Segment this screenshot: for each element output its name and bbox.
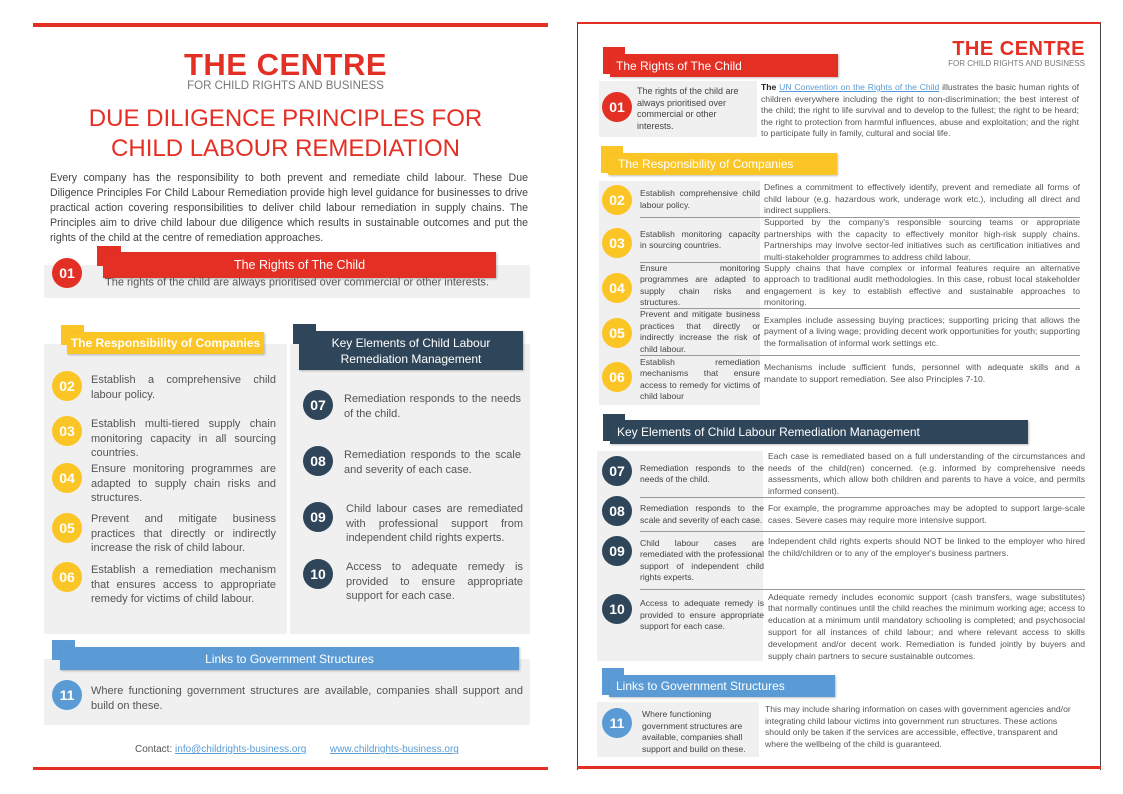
principle-row: [600, 451, 1085, 497]
principle-row: [600, 532, 1085, 589]
number-badge: 03: [52, 416, 82, 446]
principle-short: Prevent and mitigate business practices that directly or indirectly increase the risk of child labour.: [640, 309, 760, 354]
number-badge: 07: [303, 390, 333, 420]
key-elements-header: [299, 331, 523, 370]
principle-detail: For example, the programme approaches may be adopted to support large-scale cases. Severe cases may require more intensive support.: [768, 503, 1085, 525]
number-badge: 08: [602, 496, 632, 526]
detail-prefix: The: [761, 82, 777, 92]
principle-text: Where functioning government structures are available, companies shall support and build on these.: [91, 685, 523, 712]
un-convention-link[interactable]: UN Convention on the Rights of the Child: [779, 82, 940, 92]
number-badge: 04: [52, 463, 82, 493]
principle-detail: [761, 82, 1079, 140]
principle-text: Ensure monitoring programmes are adapted to supply chain risks and structures.: [91, 463, 276, 504]
number-badge: 11: [52, 680, 82, 710]
responsibility-header: The Responsibility of Companies: [608, 153, 837, 175]
links-header: Links to Government Structures: [60, 647, 519, 670]
number-badge: 02: [52, 371, 82, 401]
title-line: CHILD LABOUR REMEDIATION: [111, 135, 460, 162]
principle-short: Ensure monitoring programmes are adapted to supply chain risks and structures.: [640, 262, 760, 307]
number-badge: 06: [602, 362, 632, 392]
contact-line: [135, 744, 459, 755]
number-badge: 05: [602, 318, 632, 348]
number-badge: 04: [602, 273, 632, 303]
rights-header: The Rights of The Child: [610, 54, 838, 77]
number-badge: 10: [303, 559, 333, 589]
principle-text: Establish multi-tiered supply chain monitoring capacity in all sourcing countries.: [91, 418, 276, 459]
principle-row: [600, 498, 1085, 531]
principle-row: [600, 356, 1080, 403]
logo: [33, 47, 538, 93]
principle-detail: Examples include assessing buying practices; supporting pricing that allows the payment of a living wage; providing decent work opportunities for youth; supporting the formalisation of informal work settings etc.: [764, 314, 1080, 348]
number-badge: 08: [303, 446, 333, 476]
website-link[interactable]: www.childrights-business.org: [329, 744, 459, 755]
principle-short: The rights of the child are always prioritised over commercial or other interests.: [637, 86, 739, 131]
principle-detail: Supply chains that have complex or informal features require an alternative approach to traditional audit methodologies. In this case, robust local stakeholder engagement is key to establish effective and sustainable approaches to monitoring.: [764, 262, 1080, 307]
number-badge: 11: [602, 708, 632, 738]
principle-text: Establish a remediation mechanism that ensures access to appropriate remedy for victims of child labour.: [91, 564, 276, 605]
title-line: DUE DILIGENCE PRINCIPLES FOR: [88, 105, 483, 132]
principle-detail: Defines a commitment to effectively identify, prevent and remediate all forms of child labour (e.g. hazardous work, underage work etc.), including all direct and indirect suppliers.: [764, 182, 1080, 216]
principle-detail: Each case is remediated based on a full understanding of the circumstances and needs of the child(ren) concerned. (e.g. informed by comprehensive needs assessments, which allow both children and parents to have a voice, and permits informed consent).: [768, 451, 1085, 496]
header-line: Remediation Management: [340, 351, 482, 366]
principle-row: [600, 593, 1085, 661]
principle-detail: Independent child rights experts should NOT be linked to the employer who hired the child/children or to any of the employer's business partners.: [768, 536, 1085, 558]
number-badge: 10: [602, 594, 632, 624]
logo-subtitle: FOR CHILD RIGHTS AND BUSINESS: [187, 80, 384, 92]
header-line: Key Elements of Child Labour: [331, 335, 491, 350]
principle-short: Remediation responds to the scale and severity of each case.: [640, 503, 764, 525]
number-badge: 07: [602, 456, 632, 486]
bottom-rule: [33, 767, 548, 770]
logo-title: THE CENTRE: [952, 38, 1085, 60]
contact-label: Contact:: [135, 744, 173, 755]
principle-short: Access to adequate remedy is provided to ensure appropriate support for each case.: [640, 598, 764, 631]
bottom-rule: [577, 766, 1101, 769]
key-elements-header: Key Elements of Child Labour Remediation Management: [610, 420, 1028, 444]
page-title: [33, 104, 538, 164]
principle-text: Child labour cases are remediated with professional support from independent child rights experts.: [346, 503, 523, 544]
principle-short: Establish remediation mechanisms that ensure access to remedy for victims of child labour: [640, 356, 760, 401]
email-link[interactable]: info@childrights-business.org: [175, 744, 307, 755]
number-badge: 03: [602, 228, 632, 258]
principle-text: The rights of the child are always prioritised over commercial or other interests.: [105, 276, 489, 289]
number-badge: 01: [52, 258, 82, 288]
number-badge: 09: [602, 536, 632, 566]
number-badge: 06: [52, 562, 82, 592]
principle-detail: Adequate remedy includes economic support (cash transfers, wage substitutes) that normally continues until the child reaches the minimum working age; access to education at a minimum until mandatory schooling is completed; and psychosocial support for all instances of child labour; and where relevant access to skills development and/or decent work. Remediation is funded jointly by buyers and supply chain partners to secure sustainable outcomes.: [768, 591, 1085, 661]
principle-row: [600, 263, 1080, 308]
principle-text: Remediation responds to the needs of the child.: [344, 393, 521, 420]
principle-row: [600, 182, 1080, 217]
principle-row: [600, 309, 1080, 355]
responsibility-header: The Responsibility of Companies: [67, 332, 264, 354]
logo: [920, 39, 1085, 69]
principle-detail: This may include sharing information on cases with government agencies and/or integrating child labour victims into government run structures. These actions should only be taken if the services are accessible, effective, transparent and where the wellbeing of the child is guaranteed.: [765, 704, 1071, 749]
number-badge: 01: [602, 92, 632, 122]
top-rule: [33, 23, 548, 27]
intro-paragraph: Every company has the responsibility to both prevent and remediate child labour. These Due Diligence Principles For Child Labour Remediation provide high level guidance for businesses to drive practical action covering responsibilities to deliver child labour remediation in supply chains. The Principles aim to drive child labour due diligence which results in sustainable outcomes and put the rights of the child at the centre of remediation approaches.: [50, 172, 528, 244]
principle-text: Access to adequate remedy is provided to ensure appropriate support for each case.: [346, 561, 523, 602]
number-badge: 05: [52, 513, 82, 543]
principle-text: Prevent and mitigate business practices that directly or indirectly increase the risk of child labour.: [91, 513, 276, 554]
principle-short: Child labour cases are remediated with the professional support of independent child rights experts.: [640, 537, 764, 582]
principle-row: [600, 218, 1080, 262]
logo-subtitle: FOR CHILD RIGHTS AND BUSINESS: [948, 59, 1085, 68]
principle-short: Where functioning government structures are available, companies shall support and build on these.: [642, 709, 746, 754]
number-badge: 02: [602, 185, 632, 215]
links-header: Links to Government Structures: [609, 675, 835, 697]
rights-header: The Rights of The Child: [103, 252, 496, 278]
principle-detail: Supported by the company's responsible sourcing teams or appropriate partnerships with the capacity to effectively monitor high-risk supply chains. Partnerships may involve sector-led initiatives such as certification initiatives and multi-stakeholder programmes to address child labour.: [764, 217, 1080, 262]
principle-text: Remediation responds to the scale and severity of each case.: [344, 449, 521, 476]
principle-short: Establish monitoring capacity in sourcing countries.: [640, 228, 760, 250]
number-badge: 09: [303, 502, 333, 532]
principle-detail: Mechanisms include sufficient funds, personnel with adequate skills and a mandate to support remediation. See also Principles 7-10.: [764, 362, 1080, 384]
row-divider: [640, 589, 1085, 590]
detail-text: illustrates the basic human rights of children everywhere including the right to non-discrimination; the best interest of the child; the right to life survival and to develop to the fullest; the right to be heard; the right to protection from harmful influences, abuse and exploitation; and the right to participate fully in family, cultural and social life.: [761, 82, 1080, 138]
principle-short: Establish comprehensive child labour policy.: [640, 188, 760, 210]
principle-text: Establish a comprehensive child labour policy.: [91, 374, 276, 401]
principle-short: Remediation responds to the needs of the child.: [640, 462, 764, 484]
logo-title: THE CENTRE: [183, 47, 388, 82]
